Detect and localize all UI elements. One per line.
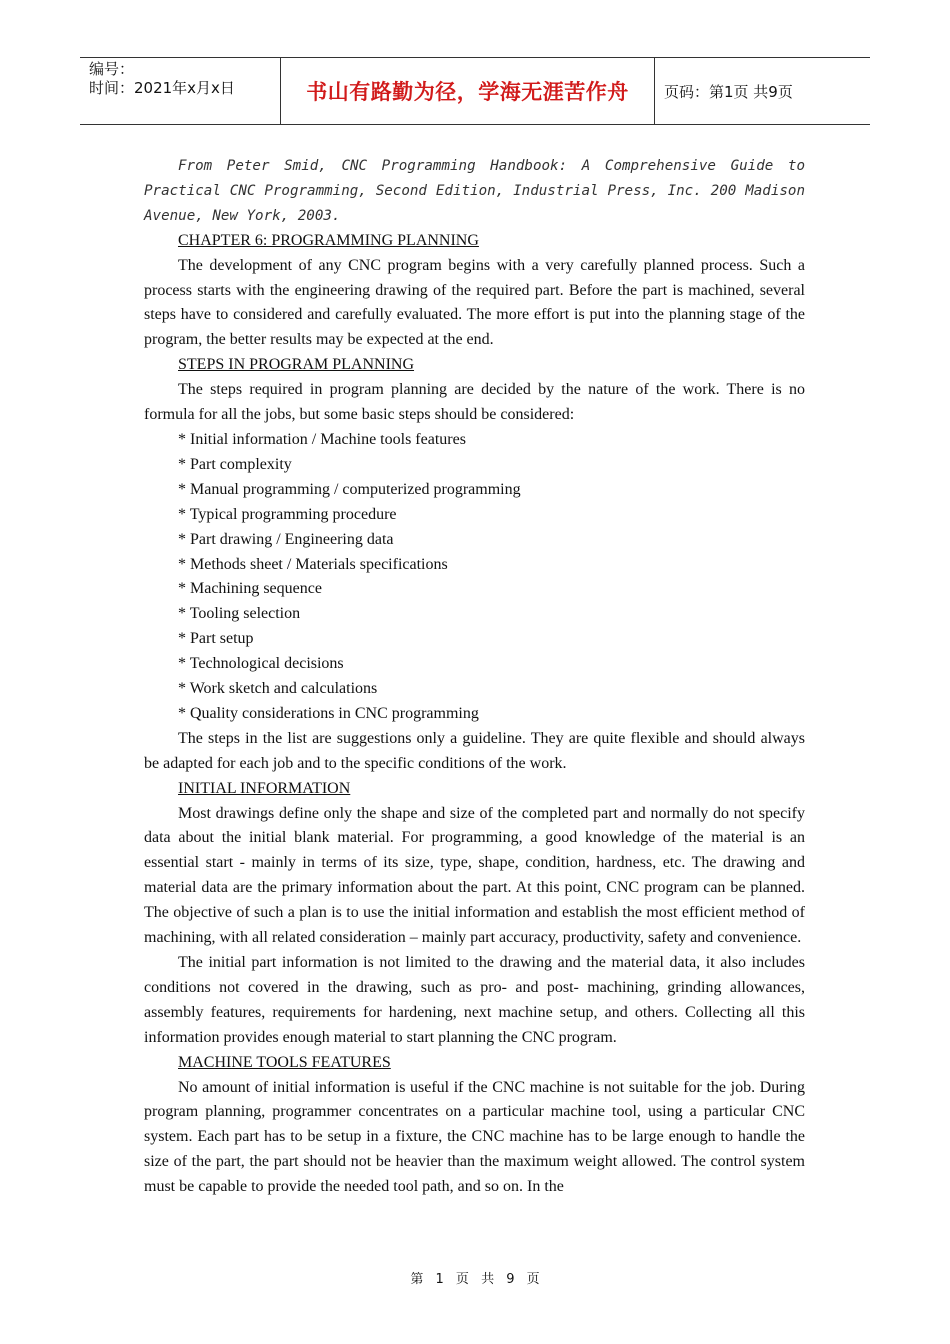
- list-item: * Typical programming procedure: [178, 505, 397, 523]
- list-item: * Tooling selection: [178, 605, 301, 623]
- initial-information-heading: INITIAL INFORMATION: [178, 779, 351, 797]
- list-item: * Initial information / Machine tools features: [178, 430, 466, 448]
- document-number-label: 编号：: [89, 60, 135, 78]
- initial-information-paragraph-1: Most drawings define only the shape and size of the completed part and normally do not specify data about the initial blank material. For programming, a good knowledge of the material is an essential start - mainly in terms of its size, type, shape, condition, hardness, etc. The drawing and material data are the primary information about the part. At this point, CNC program can be planned. The objective of such a plan is to use the initial information and establish the most efficient method of machining, with all related consideration – mainly part accuracy, productivity, safety and convenience.: [144, 804, 805, 947]
- intro-paragraph: The development of any CNC program begins with a very carefully planned process. Such a process starts with the engineering drawing of the required part. Before the part is machined, several steps have to considered and carefully evaluated. The more effort is put into the planning stage of the program, the better results may be expected at the end.: [144, 256, 805, 349]
- machine-tools-paragraph: No amount of initial information is useful if the CNC machine is not suitable for the job. During program planning, programmer concentrates on a particular machine tool, using a particular CNC system. Each part has to be setup in a fixture, the CNC machine has to be large enough to handle the size of the part, the part should not be heavier than the maximum weight allowed. The control system must be capable to provide the needed tool path, and so on. In the: [144, 1078, 805, 1196]
- steps-intro-paragraph: The steps required in program planning are decided by the nature of the work. There is no formula for all the jobs, but some basic steps should be considered:: [144, 381, 805, 424]
- list-item: * Part setup: [178, 630, 254, 648]
- header-motto: 书山有路勤为径，学海无涯苦作舟: [281, 58, 655, 124]
- list-item: * Quality considerations in CNC programming: [178, 704, 479, 722]
- document-header: [80, 57, 870, 125]
- header-page-info: 页码：第1页 共9页: [664, 82, 793, 101]
- chapter-heading: CHAPTER 6: PROGRAMMING PLANNING: [178, 231, 479, 249]
- footer-first: 第: [410, 1272, 424, 1287]
- steps-heading: STEPS IN PROGRAM PLANNING: [178, 356, 415, 374]
- list-item: * Part complexity: [178, 455, 292, 473]
- initial-information-paragraph-2: The initial part information is not limited to the drawing and the material data, it also includes conditions not covered in the drawing, such as pro- and post- machining, grinding allowances, assembly features, requirements for hardening, next machine setup, and others. Collecting all this information provides enough material to start planning the CNC program.: [144, 954, 805, 1046]
- citation: From Peter Smid, CNC Programming Handbook: A Comprehensive Guide to Practical CNC Programming, Second Edition, Industrial Press, Inc. 200 Madison Avenue, New York, 2003.: [144, 158, 805, 224]
- page-footer: [0, 1268, 950, 1287]
- list-item: * Part drawing / Engineering data: [178, 530, 394, 548]
- document-body: [144, 154, 805, 1200]
- list-item: * Machining sequence: [178, 580, 322, 598]
- footer-page-number: 1: [435, 1272, 444, 1287]
- list-item: * Technological decisions: [178, 655, 344, 673]
- document-time-label: 时间：2021年x月x日: [89, 79, 235, 97]
- footer-total-unit: 页: [526, 1272, 540, 1287]
- machine-tools-heading: MACHINE TOOLS FEATURES: [178, 1053, 391, 1071]
- footer-total-prefix: 共: [481, 1272, 495, 1287]
- header-meta-cell: [80, 58, 281, 124]
- list-item: * Methods sheet / Materials specifications: [178, 555, 448, 573]
- list-item: * Manual programming / computerized programming: [178, 480, 521, 498]
- list-item: * Work sketch and calculations: [178, 680, 378, 698]
- footer-total-pages: 9: [506, 1272, 515, 1287]
- footer-page-unit: 页: [455, 1272, 469, 1287]
- steps-outro-paragraph: The steps in the list are suggestions only a guideline. They are quite flexible and should always be adapted for each job and to the specific conditions of the work.: [144, 729, 805, 772]
